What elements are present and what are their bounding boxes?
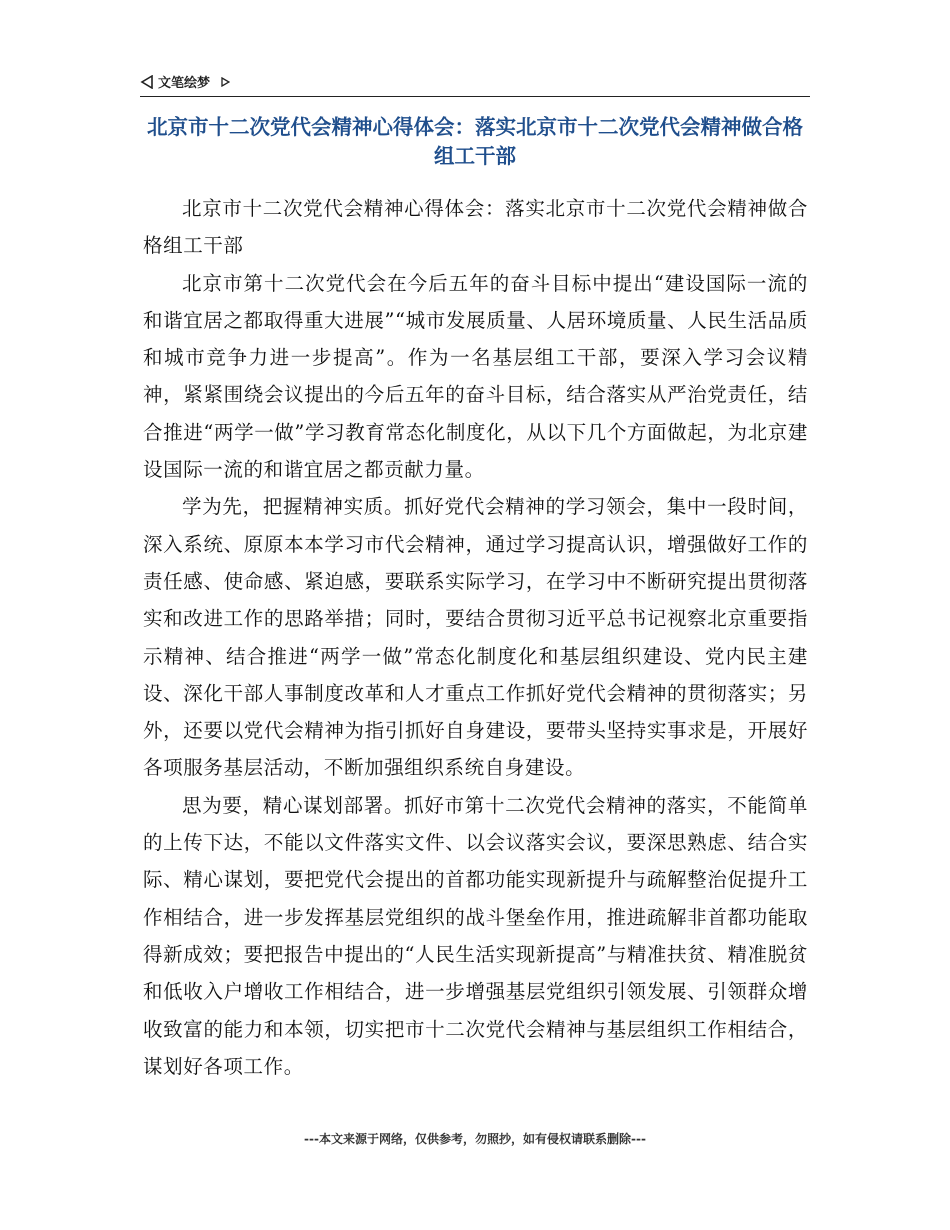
paragraph: 思为要，精心谋划部署。抓好市第十二次党代会精神的落实，不能简单的上传下达，不能以文件落实文件、以会议落实会议，要深思熟虑、结合实际、精心谋划，要把党代会提出的首都功能实现新提升与疏解整治促提升工作相结合，进一步发挥基层党组织的战斗堡垒作用，推进疏解非首都功能取得新成效；要把报告中提出的“人民生活实现新提高”与精准扶贫、精准脱贫和低收入户增收工作相结合，进一步增强基层党组织引领发展、引领群众增收致富的能力和本领，切实把市十二次党代会精神与基层组织工作相结合，谋划好各项工作。 [143,793,808,1078]
document-body [143,190,808,1085]
paragraph: 北京市第十二次党代会在今后五年的奋斗目标中提出“建设国际一流的和谐宜居之都取得重大进展”“城市发展质量、人居环境质量、人民生活品质和城市竞争力进一步提高”。作为一名基层组工干部，要深入学习会议精神，紧紧围绕会议提出的今后五年的奋斗目标，结合落实从严治党责任，结合推进“两学一做”学习教育常态化制度化，从以下几个方面做起，为北京建设国际一流的和谐宜居之都贡献力量。 [143,271,808,482]
triangle-right-icon [220,77,230,87]
document-title: 北京市十二次党代会精神心得体会：落实北京市十二次党代会精神做合格组工干部 [147,115,803,168]
page-header [140,70,810,97]
brand-name: 文笔绘梦 [158,76,211,91]
triangle-left-icon [140,75,154,89]
paragraph: 学为先，把握精神实质。抓好党代会精神的学习领会，集中一段时间，深入系统、原原本本学习市代会精神，通过学习提高认识，增强做好工作的责任感、使命感、紧迫感，要联系实际学习，在学习中不断研究提出贯彻落实和改进工作的思路举措；同时，要结合贯彻习近平总书记视察北京重要指示精神、结合推进“两学一做”常态化制度化和基层组织建设、党内民主建设、深化干部人事制度改革和人才重点工作抓好党代会精神的贯彻落实；另外，还要以党代会精神为指引抓好自身建设，要带头坚持实事求是，开展好各项服务基层活动，不断加强组织系统自身建设。 [143,495,808,780]
paragraph: 北京市十二次党代会精神心得体会：落实北京市十二次党代会精神做合格组工干部 [143,197,808,258]
footer-disclaimer: ---本文来源于网络，仅供参考，勿照抄，如有侵权请联系删除--- [304,1132,646,1146]
brand [140,72,230,91]
